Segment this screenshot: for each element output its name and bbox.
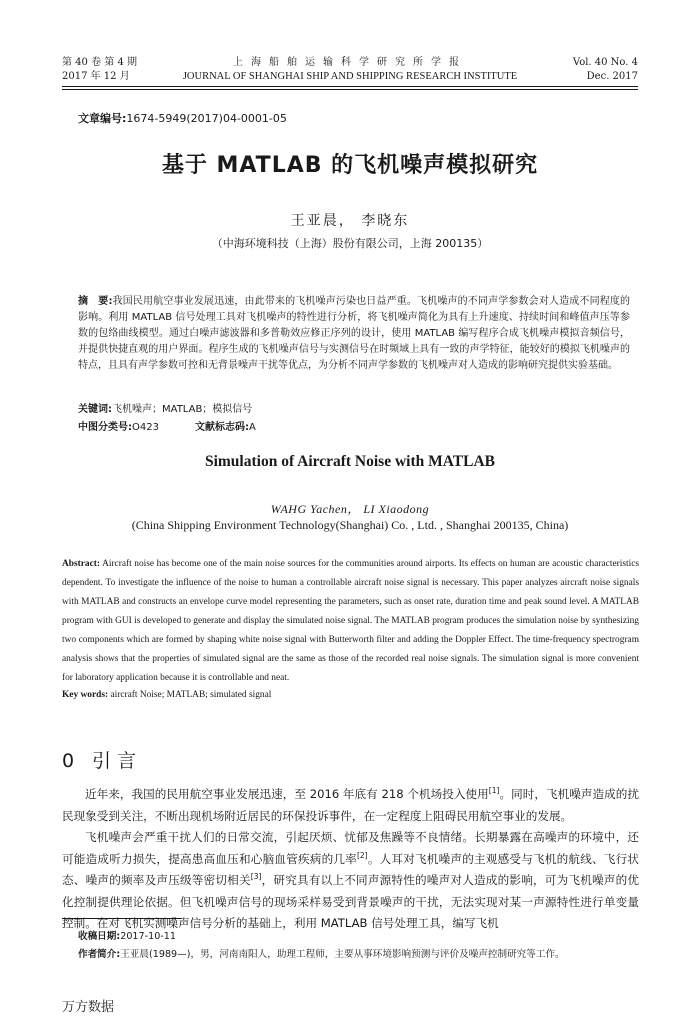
abstract-en-text: Aircraft noise has become one of the main noise sources for the communities around airports. Its effects on human are acoustic characteristics dependent. To investigate the influence of the noise to human a controllable aircraft noise signal is necessary. This paper analyzes aircraft noise signals with MATLAB and constructs an envelope curve model representing the parameters, such as onset rate, duration time and peak sound level. A MATLAB program with GUI is developed to generate and display the simulated noise signal. The MATLAB program produces the simulation noise by synthesizing two components which are formed by shaping white noise signal with Butterworth filter and adding the Doppler Effect. The time-frequency spectrogram analysis shows that the properties of simulated signal are the same as those of the recorded real noise signals. The simulation signal is more convenient for laboratory application because it is controllable and neat. [62, 559, 640, 683]
journal-name-en: JOURNAL OF SHANGHAI SHIP AND SHIPPING RESEARCH INSTITUTE [182, 71, 518, 82]
abstract-cn-text: 我国民用航空事业发展迅速，由此带来的飞机噪声污染也日益严重。飞机噪声的不同声学参数会对人造成不同程度的影响。利用 MATLAB 信号处理工具对飞机噪声的特性进行分析，将飞机噪声简化为具有上升速度、持续时间和峰值声压等参数的包络曲线模型。通过白噪声滤波器和多普勒效应修正序列的设计，使用 MATLAB 编写程序合成飞机噪声模拟音频信号，并提供快捷直观的用户界面。程序生成的飞机噪声信号与实测信号在时频域上具有一致的声学特征，能较好的模拟飞机噪声的特点，且具有声学参数可控和无背景噪声干扰等优点，为分析不同声学参数的飞机噪声对人造成的影响研究提供实验基础。 [78, 296, 631, 371]
authors-cn: 王亚晨， 李晓东 [290, 213, 410, 229]
body-text [62, 784, 639, 935]
section-title: 引言 [92, 750, 143, 772]
doc-code-label: 文献标志码: [194, 422, 249, 433]
article-number-value: 1674-5949(2017)04-0001-05 [126, 112, 287, 125]
keywords-cn-text: 飞机噪声；MATLAB；模拟信号 [112, 404, 253, 415]
doc-code-value: A [248, 422, 256, 433]
received-value: 2017-10-11 [120, 931, 176, 942]
clc-label: 中图分类号: [78, 422, 132, 433]
affiliation-en: (China Shipping Environment Technology(Shanghai) Co. , Ltd. , Shanghai 200135, China) [131, 518, 569, 532]
article-number-label: 文章编号: [78, 112, 127, 125]
watermark: 万方数据 [62, 1000, 115, 1015]
received-label: 收稿日期: [78, 931, 121, 942]
citation: [3] [250, 872, 262, 882]
date-cn: 2017 年 12 月 [62, 71, 130, 82]
journal-name-cn: 上海船舶运输科学研究所学报 [233, 57, 467, 68]
paragraph: 近年来，我国的民用航空事业发展迅速，至 2016 年底有 218 个机场投入使用[1]。同时，飞机噪声造成的扰民现象受到关注，不断出现机场附近居民的环保投诉事件，在一定程度上阻碍民用航空事业的发展。 [62, 786, 639, 823]
abstract-en-label: Abstract: [62, 559, 101, 569]
volume-issue-en: Vol. 40 No. 4 [572, 57, 638, 68]
clc-value: O423 [132, 422, 159, 433]
header-rule-thick [62, 86, 638, 87]
keywords-en-text: aircraft Noise; MATLAB; simulated signal [110, 690, 272, 700]
footnote-received [78, 928, 176, 942]
citation: [2] [356, 850, 368, 860]
paragraph: 飞机噪声会严重干扰人们的日常交流，引起厌烦、忧郁及焦躁等不良情绪。长期暴露在高噪声的环境中，还可能造成听力损失，提高患高血压和心脑血管疾病的几率[2]。人耳对飞机噪声的主观感受与飞机的航线、飞行状态、噪声的频率及声压级等密切相关[3]，研究具有以上不同声源特性的噪声对人造成的影响，可为飞机噪声的优化控制提供理论依据。但飞机噪声信号的现场采样易受到背景噪声的干扰，无法实现对某一声源特性进行单变量控制。在对飞机实测噪声信号分析的基础上，利用 MATLAB 信号处理工具，编写飞机 [62, 830, 639, 930]
classification [78, 418, 256, 433]
author-bio-value: 王亚晨(1989—)，男，河南南阳人，助理工程师，主要从事环境影响预测与评价及噪声控制研究等工作。 [120, 949, 565, 960]
footnote-rule [62, 918, 182, 919]
keywords-cn-label: 关键词: [78, 404, 112, 415]
keywords-en [62, 690, 271, 700]
abstract-cn [78, 294, 630, 374]
section-heading [62, 746, 142, 773]
title-en: Simulation of Aircraft Noise with MATLAB [204, 453, 496, 470]
volume-issue-cn: 第 40 卷 第 4 期 [62, 57, 137, 68]
date-en: Dec. 2017 [586, 71, 638, 82]
header-volume-en-block [573, 56, 638, 84]
abstract-en [62, 555, 639, 688]
keywords-cn [78, 400, 252, 415]
affiliation-cn: （中海环境科技（上海）股份有限公司，上海 200135） [211, 237, 489, 250]
section-number: 0 [62, 750, 75, 772]
keywords-en-label: Key words: [62, 690, 109, 700]
header-rule-thin [62, 89, 638, 90]
abstract-cn-label: 摘 要: [78, 296, 113, 307]
citation: [1] [488, 786, 500, 796]
article-number [78, 110, 287, 126]
authors-en: WAHG Yachen， LI Xiaodong [270, 502, 430, 516]
title-cn: 基于 MATLAB 的飞机噪声模拟研究 [161, 153, 539, 178]
author-bio-label: 作者简介: [78, 949, 121, 960]
footnote-author [78, 946, 565, 960]
